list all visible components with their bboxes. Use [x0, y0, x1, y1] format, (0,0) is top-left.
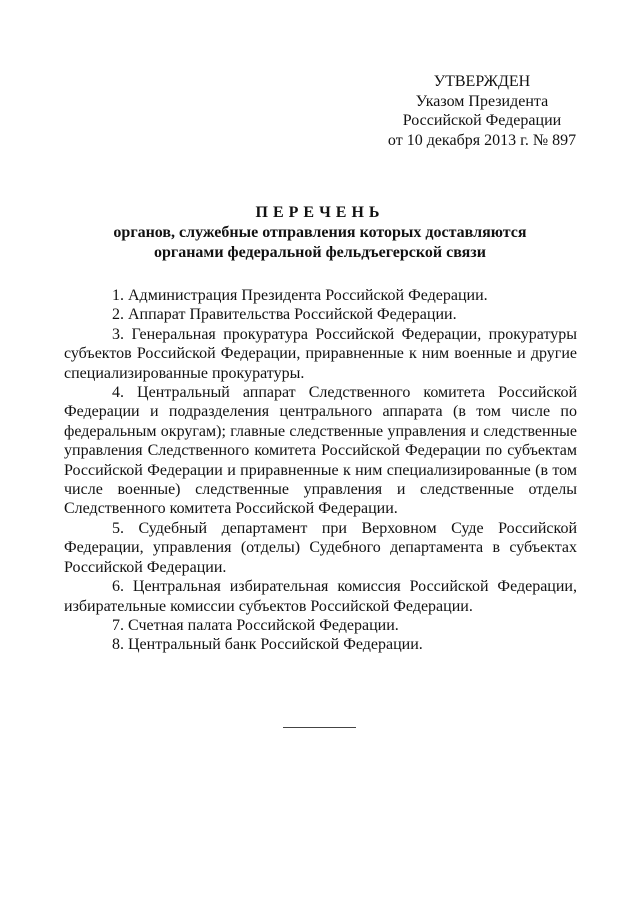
list-item: 4. Центральный аппарат Следственного комитета Российской Федерации и подразделения центрального аппарата (в том числе по федеральным округам); главные следственные управления и следственные управления Следственного комитета Российской Федерации по субъектам Российской Федерации и приравненные к ним специализированные (в том числе военные) следственные управления и следственные отделы Следственного комитета Российской Федерации. [64, 384, 577, 518]
title-subtitle-line1: органов, служебные отправления которых доставляются [113, 224, 527, 241]
approval-country: Российской Федерации [402, 112, 562, 129]
approval-date: от 10 декабря 2013 г. № 897 [387, 131, 577, 149]
list-item: 5. Судебный департамент при Верховном Суде Российской Федерации, управления (отделы) Судебного департамента в субъектах Российской Федерации. [64, 519, 577, 576]
list-body [64, 286, 577, 655]
approval-decree: Указом Президента [415, 92, 549, 110]
title-heading: ПЕРЕЧЕНЬ [255, 204, 385, 221]
end-divider [283, 727, 356, 728]
list-item: 7. Счетная палата Российской Федерации. [112, 616, 399, 634]
list-item: 6. Центральная избирательная комиссия Российской Федерации, избирательные комиссии субъектов Российской Федерации. [64, 578, 577, 615]
list-item: 2. Аппарат Правительства Российской Федерации. [112, 306, 457, 324]
approval-stamp [370, 72, 594, 150]
list-item: 8. Центральный банк Российской Федерации. [112, 636, 423, 654]
list-item: 3. Генеральная прокуратура Российской Федерации, прокуратуры субъектов Российской Федерации, приравненные к ним военные и другие специализированные прокуратуры. [64, 325, 577, 382]
document-title [60, 203, 580, 263]
title-subtitle-line2: органами федеральной фельдъегерской связи [154, 244, 486, 261]
list-item: 1. Администрация Президента Российской Федерации. [112, 287, 488, 304]
approval-status: УТВЕРЖДЕН [433, 73, 531, 90]
